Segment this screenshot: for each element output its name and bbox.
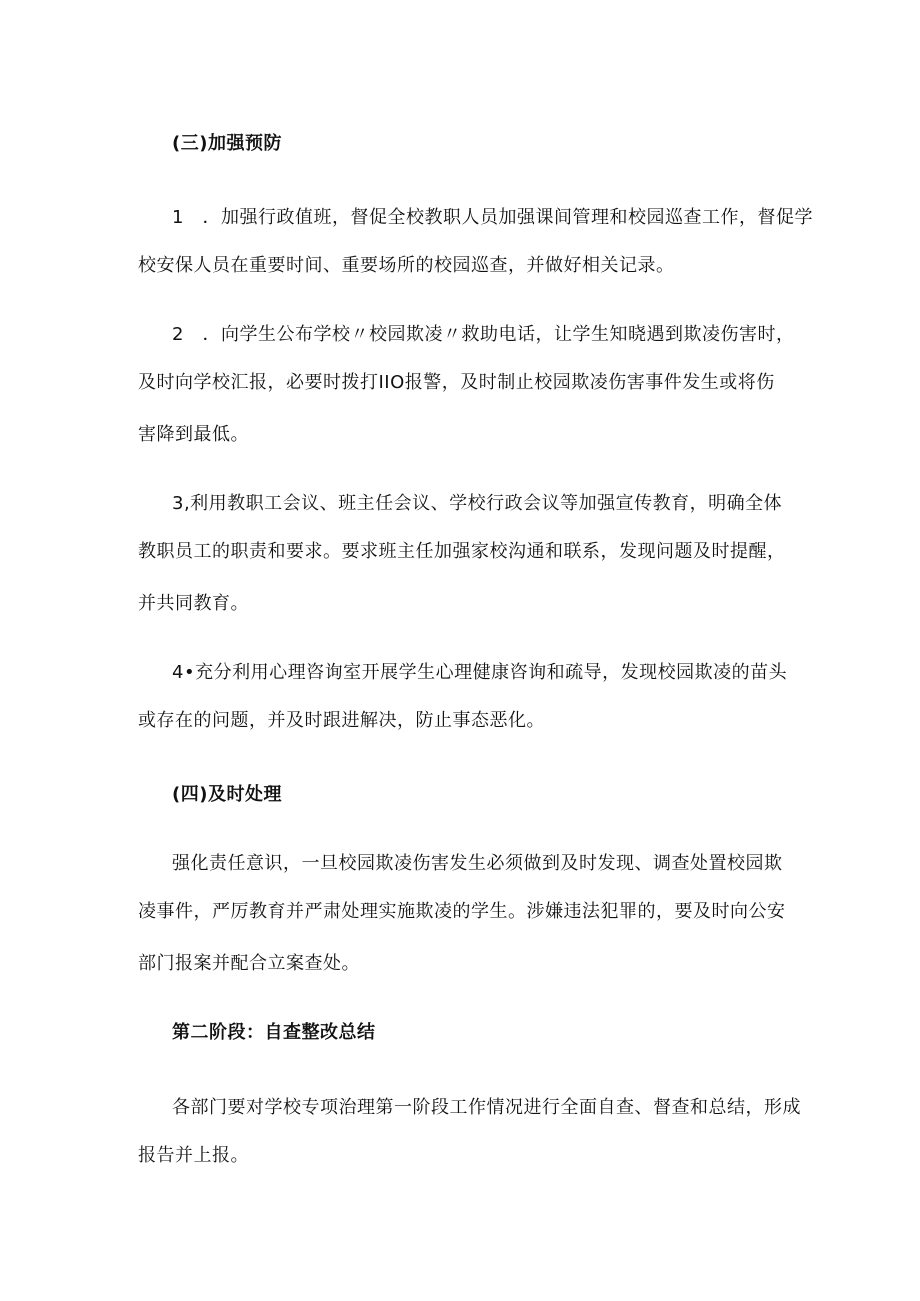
paragraph-line: 及时向学校汇报，必要时拨打IIO报警，及时制止校园欺凌伤害事件发生或将伤 <box>138 372 775 393</box>
paragraph-line: 各部门要对学校专项治理第一阶段工作情况进行全面自查、督查和总结，形成 <box>172 1097 801 1118</box>
section-4-paragraph-continued <box>138 886 798 990</box>
paragraph-line: 3,利用教职工会议、班主任会议、学校行政会议等加强宣传教育，明确全体 <box>172 493 783 514</box>
section-4-heading <box>172 769 832 821</box>
paragraph-line: 强化责任意识，一旦校园欺凌伤害发生必须做到及时发现、调查处置校园欺 <box>172 853 783 874</box>
heading-text: (四)及时处理 <box>172 784 282 805</box>
item-1-paragraph-continued <box>138 240 798 292</box>
item-2-paragraph-continued <box>138 357 798 461</box>
paragraph-line: 凌事件，严厉教育并严肃处理实施欺凌的学生。涉嫌违法犯罪的，要及时向公安 <box>138 901 786 922</box>
paragraph-line: 教职员工的职责和要求。要求班主任加强家校沟通和联系，发现问题及时提醒， <box>138 541 786 562</box>
paragraph-line: 2 ．向学生公布学校〃校园欺凌〃救助电话，让学生知晓遇到欺凌伤害时， <box>172 324 795 345</box>
paragraph-line: 校安保人员在重要时间、重要场所的校园巡查，并做好相关记录。 <box>138 255 675 276</box>
stage-2-paragraph <box>172 1082 801 1134</box>
heading-text: 第二阶段：自查整改总结 <box>172 1022 376 1043</box>
paragraph-line: 1 ．加强行政值班，督促全校教职人员加强课间管理和校园巡查工作，督促学 <box>172 207 813 228</box>
paragraph-line: 4•充分利用心理咨询室开展学生心理健康咨询和疏导，发现校园欺凌的苗头 <box>172 662 788 683</box>
paragraph-line: 部门报案并配合立案查处。 <box>138 953 360 974</box>
paragraph-line: 或存在的问题，并及时跟进解决，防止事态恶化。 <box>138 710 545 731</box>
section-3-heading <box>172 118 832 170</box>
item-3-paragraph-continued <box>138 526 798 630</box>
item-4-paragraph <box>172 647 792 699</box>
paragraph-line: 并共同教育。 <box>138 593 249 614</box>
paragraph-line: 害降到最低。 <box>138 424 249 445</box>
section-4-paragraph <box>172 838 792 890</box>
heading-text: (三)加强预防 <box>172 133 282 154</box>
paragraph-line: 报告并上报。 <box>138 1145 249 1166</box>
item-2-paragraph <box>172 309 795 361</box>
item-4-paragraph-continued <box>138 695 798 747</box>
item-1-paragraph <box>172 192 813 244</box>
stage-2-heading <box>172 1007 832 1059</box>
stage-2-paragraph-continued <box>138 1130 798 1182</box>
item-3-paragraph <box>172 478 792 530</box>
